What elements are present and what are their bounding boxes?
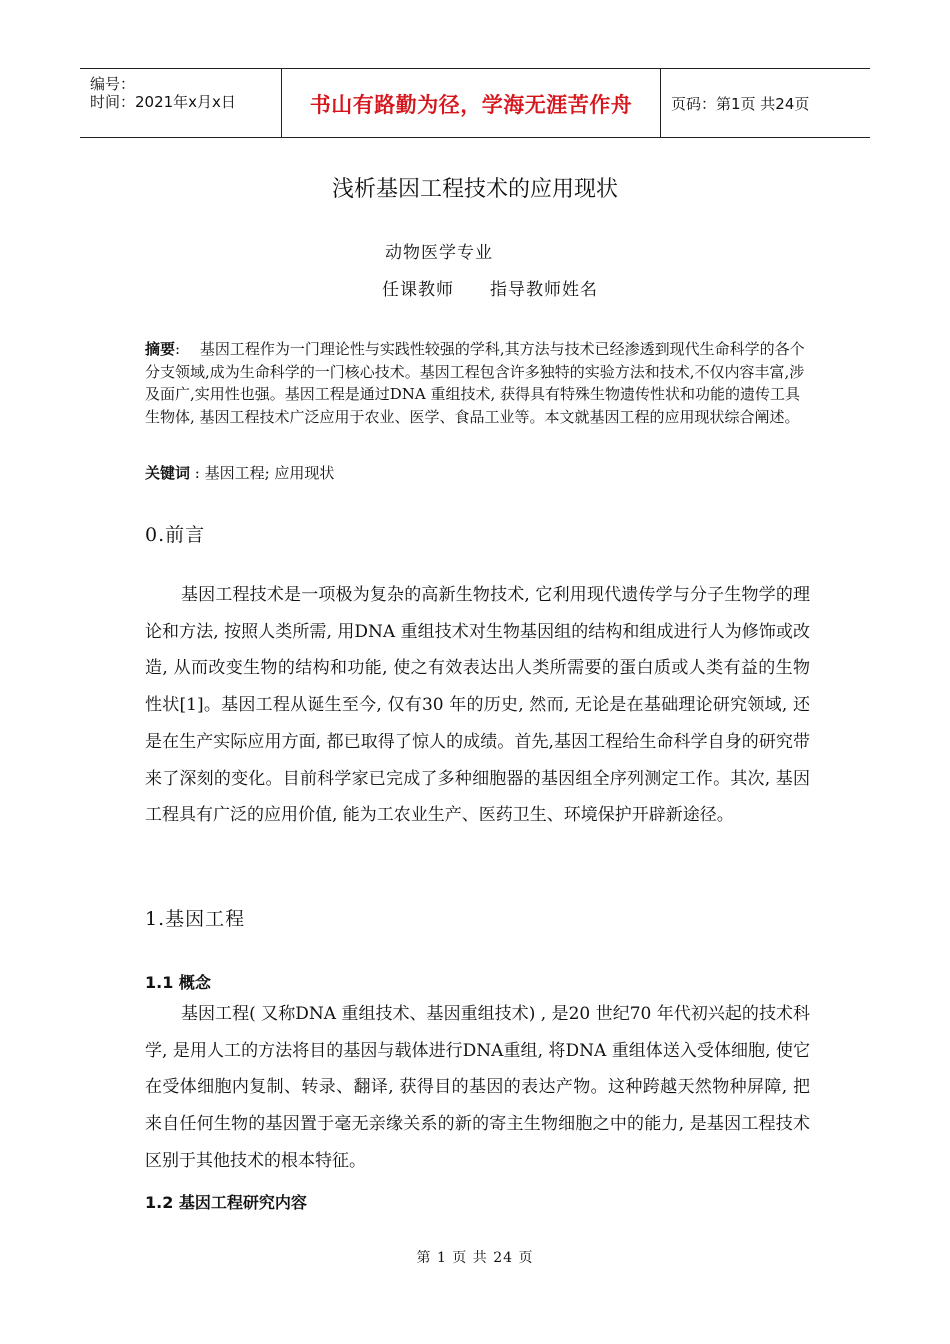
document-title: 浅析基因工程技术的应用现状 [331,177,618,202]
author-major: 动物医学专业 [385,243,493,263]
page-footer: 第 1 页 共 24 页 [416,1250,534,1266]
teacher-line: 任课教师 指导教师姓名 [382,280,598,300]
time-label: 时间：2021年x月x日 [90,93,236,111]
header-left-cell [80,69,282,137]
subsection-heading-concept: 1.1 概念 [145,973,211,992]
abstract-label: 摘要 [145,340,176,358]
code-label: 编号： [90,75,136,93]
section-heading-preface: 0.前言 [145,524,206,546]
header-table [80,68,870,138]
keywords-text: : 基因工程; 应用现状 [190,464,335,482]
abstract [145,338,810,428]
header-right-cell [661,69,870,137]
preface-paragraph: 基因工程技术是一项极为复杂的高新生物技术, 它利用现代遗传学与分子生物学的理论和方法, 按照人类所需, 用DNA 重组技术对生物基因组的结构和组成进行人为修饰或改造, 从而改变生物的结构和功能, 使之有效表达出人类所需要的蛋白质或人类有益的生物性状[1]。基因工程从诞生至今, 仅有30 年的历史, 然而, 无论是在基础理论研究领域, 还是在生产实际应用方面, 都已取得了惊人的成绩。首先,基因工程给生命科学自身的研究带来了深刻的变化。目前科学家已完成了多种细胞器的基因组全序列测定工作。其次, 基因工程具有广泛的应用价值, 能为工农业生产、医药卫生、环境保护开辟新途径。 [145,585,810,826]
motto: 书山有路勤为径，学海无涯苦作舟 [309,93,633,117]
page-info: 页码：第1页 共24页 [671,95,810,113]
keywords [145,462,334,483]
abstract-text: : 基因工程作为一门理论性与实践性较强的学科,其方法与技术已经渗透到现代生命科学的各个分支领域,成为生命科学的一门核心技术。基因工程包含许多独特的实验方法和技术,不仅内容丰富,涉及面广,实用性也强。基因工程是通过DNA 重组技术, 获得具有特殊生物遗传性状和功能的遗传工具生物体, 基因工程技术广泛应用于农业、医学、食品工业等。本文就基因工程的应用现状综合阐述。 [145,340,805,426]
header-motto-cell [282,69,661,137]
keywords-label: 关键词 [145,464,191,482]
concept-paragraph: 基因工程( 又称DNA 重组技术、基因重组技术) , 是20 世纪70 年代初兴起的技术科学, 是用人工的方法将目的基因与载体进行DNA重组, 将DNA 重组体送入受体细胞, 使它在受体细胞内复制、转录、翻译, 获得目的基因的表达产物。这种跨越天然物种屏障, 把来自任何生物的基因置于毫无亲缘关系的新的寄主生物细胞之中的能力, 是基因工程技术区别于其他技术的根本特征。 [145,1004,810,1171]
section-heading-genetic-engineering: 1.基因工程 [145,908,246,930]
subsection-heading-research-content: 1.2 基因工程研究内容 [145,1193,307,1212]
